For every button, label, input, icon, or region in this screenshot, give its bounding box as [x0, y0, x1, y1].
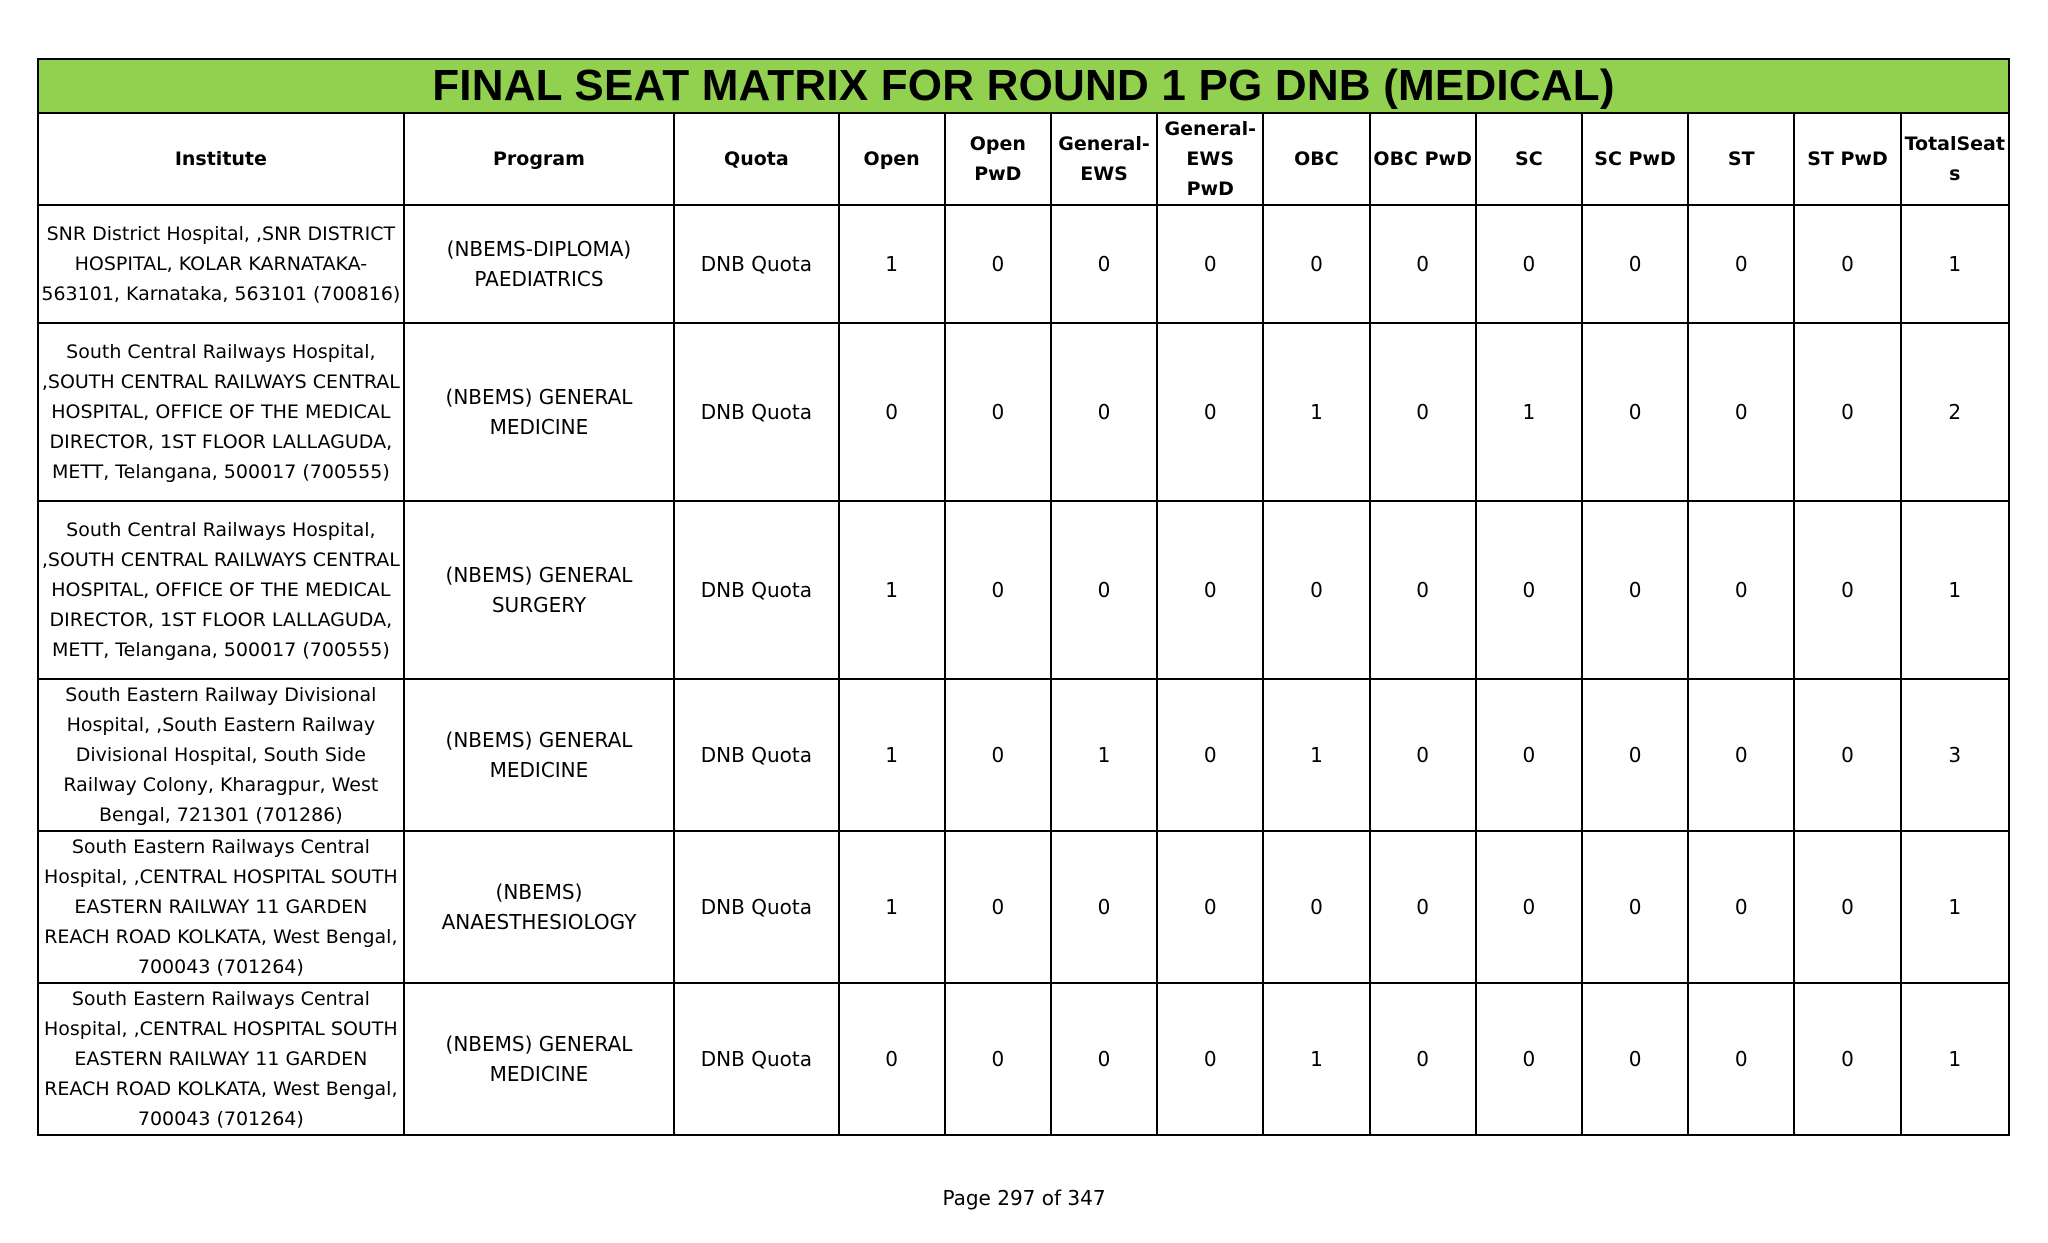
header-row: [38, 113, 2009, 205]
cell-obc-pwd: 0: [1370, 205, 1476, 323]
cell-general-ews: 0: [1051, 205, 1157, 323]
cell-obc-pwd: 0: [1370, 831, 1476, 983]
page-number: Page 297 of 347: [942, 1186, 1106, 1210]
cell-open: 0: [839, 323, 945, 501]
cell-general-ews: 0: [1051, 831, 1157, 983]
cell-institute: South Eastern Railway Divisional Hospital, ,South Eastern Railway Divisional Hospital, South Side Railway Colony, Kharagpur, West Bengal, 721301 (701286): [38, 679, 404, 831]
cell-st-pwd: 0: [1794, 323, 1900, 501]
cell-institute: South Eastern Railways Central Hospital, ,CENTRAL HOSPITAL SOUTH EASTERN RAILWAY 11 GARDEN REACH ROAD KOLKATA, West Bengal, 700043 (701264): [38, 831, 404, 983]
cell-institute: South Central Railways Hospital, ,SOUTH CENTRAL RAILWAYS CENTRAL HOSPITAL, OFFICE OF THE MEDICAL DIRECTOR, 1ST FLOOR LALLAGUDA, METT, Telangana, 500017 (700555): [38, 501, 404, 679]
column-header-open-pwd: Open PwD: [945, 113, 1051, 205]
cell-st-pwd: 0: [1794, 983, 1900, 1135]
column-header-obc: OBC: [1263, 113, 1369, 205]
column-header-open: Open: [839, 113, 945, 205]
cell-general-ews: 0: [1051, 983, 1157, 1135]
cell-general-ews: 0: [1051, 323, 1157, 501]
cell-sc-pwd: 0: [1582, 679, 1688, 831]
cell-quota: DNB Quota: [674, 323, 838, 501]
cell-obc: 1: [1263, 323, 1369, 501]
column-header-quota: Quota: [674, 113, 838, 205]
cell-program: (NBEMS) GENERAL MEDICINE: [404, 983, 675, 1135]
cell-general-ews-pwd: 0: [1157, 679, 1263, 831]
cell-obc-pwd: 0: [1370, 501, 1476, 679]
cell-institute: SNR District Hospital, ,SNR DISTRICT HOSPITAL, KOLAR KARNATAKA-563101, Karnataka, 563101 (700816): [38, 205, 404, 323]
cell-sc: 0: [1476, 831, 1582, 983]
cell-st: 0: [1688, 501, 1794, 679]
table-row: [38, 679, 2009, 831]
cell-total-seats: 1: [1901, 205, 2009, 323]
cell-program: (NBEMS) ANAESTHESIOLOGY: [404, 831, 675, 983]
cell-st-pwd: 0: [1794, 831, 1900, 983]
cell-st-pwd: 0: [1794, 501, 1900, 679]
cell-open: 1: [839, 205, 945, 323]
cell-obc-pwd: 0: [1370, 323, 1476, 501]
cell-obc: 1: [1263, 679, 1369, 831]
cell-program: (NBEMS) GENERAL MEDICINE: [404, 323, 675, 501]
cell-open: 1: [839, 831, 945, 983]
cell-general-ews-pwd: 0: [1157, 501, 1263, 679]
cell-total-seats: 1: [1901, 983, 2009, 1135]
cell-obc-pwd: 0: [1370, 679, 1476, 831]
table-row: [38, 205, 2009, 323]
cell-quota: DNB Quota: [674, 501, 838, 679]
table-row: [38, 983, 2009, 1135]
cell-general-ews: 1: [1051, 679, 1157, 831]
cell-program: (NBEMS-DIPLOMA) PAEDIATRICS: [404, 205, 675, 323]
cell-st-pwd: 0: [1794, 205, 1900, 323]
cell-sc: 0: [1476, 205, 1582, 323]
cell-open-pwd: 0: [945, 501, 1051, 679]
seat-matrix-table: [37, 58, 2010, 1136]
cell-sc-pwd: 0: [1582, 831, 1688, 983]
column-header-sc-pwd: SC PwD: [1582, 113, 1688, 205]
cell-obc: 0: [1263, 501, 1369, 679]
cell-total-seats: 1: [1901, 831, 2009, 983]
cell-quota: DNB Quota: [674, 983, 838, 1135]
column-header-general-ews-pwd: General-EWS PwD: [1157, 113, 1263, 205]
cell-total-seats: 2: [1901, 323, 2009, 501]
cell-quota: DNB Quota: [674, 679, 838, 831]
cell-obc-pwd: 0: [1370, 983, 1476, 1135]
cell-sc-pwd: 0: [1582, 501, 1688, 679]
cell-open-pwd: 0: [945, 983, 1051, 1135]
cell-open-pwd: 0: [945, 205, 1051, 323]
cell-open-pwd: 0: [945, 323, 1051, 501]
cell-open: 1: [839, 501, 945, 679]
cell-obc: 0: [1263, 831, 1369, 983]
cell-institute: South Eastern Railways Central Hospital, ,CENTRAL HOSPITAL SOUTH EASTERN RAILWAY 11 GARDEN REACH ROAD KOLKATA, West Bengal, 700043 (701264): [38, 983, 404, 1135]
cell-open-pwd: 0: [945, 679, 1051, 831]
column-header-st: ST: [1688, 113, 1794, 205]
cell-quota: DNB Quota: [674, 831, 838, 983]
cell-program: (NBEMS) GENERAL MEDICINE: [404, 679, 675, 831]
page-title: FINAL SEAT MATRIX FOR ROUND 1 PG DNB (MEDICAL): [38, 59, 2009, 113]
cell-general-ews-pwd: 0: [1157, 831, 1263, 983]
cell-program: (NBEMS) GENERAL SURGERY: [404, 501, 675, 679]
cell-st: 0: [1688, 323, 1794, 501]
column-header-obc-pwd: OBC PwD: [1370, 113, 1476, 205]
cell-general-ews-pwd: 0: [1157, 205, 1263, 323]
cell-obc: 1: [1263, 983, 1369, 1135]
cell-st-pwd: 0: [1794, 679, 1900, 831]
column-header-total-seats: TotalSeats: [1901, 113, 2009, 205]
cell-sc: 0: [1476, 679, 1582, 831]
seat-matrix-sheet: [37, 58, 2010, 1136]
cell-open: 0: [839, 983, 945, 1135]
cell-general-ews-pwd: 0: [1157, 983, 1263, 1135]
cell-obc: 0: [1263, 205, 1369, 323]
cell-general-ews: 0: [1051, 501, 1157, 679]
cell-st: 0: [1688, 831, 1794, 983]
column-header-sc: SC: [1476, 113, 1582, 205]
table-row: [38, 831, 2009, 983]
table-row: [38, 323, 2009, 501]
cell-sc-pwd: 0: [1582, 983, 1688, 1135]
cell-total-seats: 3: [1901, 679, 2009, 831]
cell-sc-pwd: 0: [1582, 205, 1688, 323]
table-row: [38, 501, 2009, 679]
cell-sc: 0: [1476, 983, 1582, 1135]
cell-st: 0: [1688, 205, 1794, 323]
cell-open-pwd: 0: [945, 831, 1051, 983]
column-header-general-ews: General-EWS: [1051, 113, 1157, 205]
cell-st: 0: [1688, 679, 1794, 831]
cell-st: 0: [1688, 983, 1794, 1135]
cell-sc: 0: [1476, 501, 1582, 679]
cell-total-seats: 1: [1901, 501, 2009, 679]
column-header-program: Program: [404, 113, 675, 205]
column-header-institute: Institute: [38, 113, 404, 205]
cell-sc: 1: [1476, 323, 1582, 501]
cell-open: 1: [839, 679, 945, 831]
cell-quota: DNB Quota: [674, 205, 838, 323]
cell-general-ews-pwd: 0: [1157, 323, 1263, 501]
cell-institute: South Central Railways Hospital, ,SOUTH CENTRAL RAILWAYS CENTRAL HOSPITAL, OFFICE OF THE MEDICAL DIRECTOR, 1ST FLOOR LALLAGUDA, METT, Telangana, 500017 (700555): [38, 323, 404, 501]
column-header-st-pwd: ST PwD: [1794, 113, 1900, 205]
cell-sc-pwd: 0: [1582, 323, 1688, 501]
